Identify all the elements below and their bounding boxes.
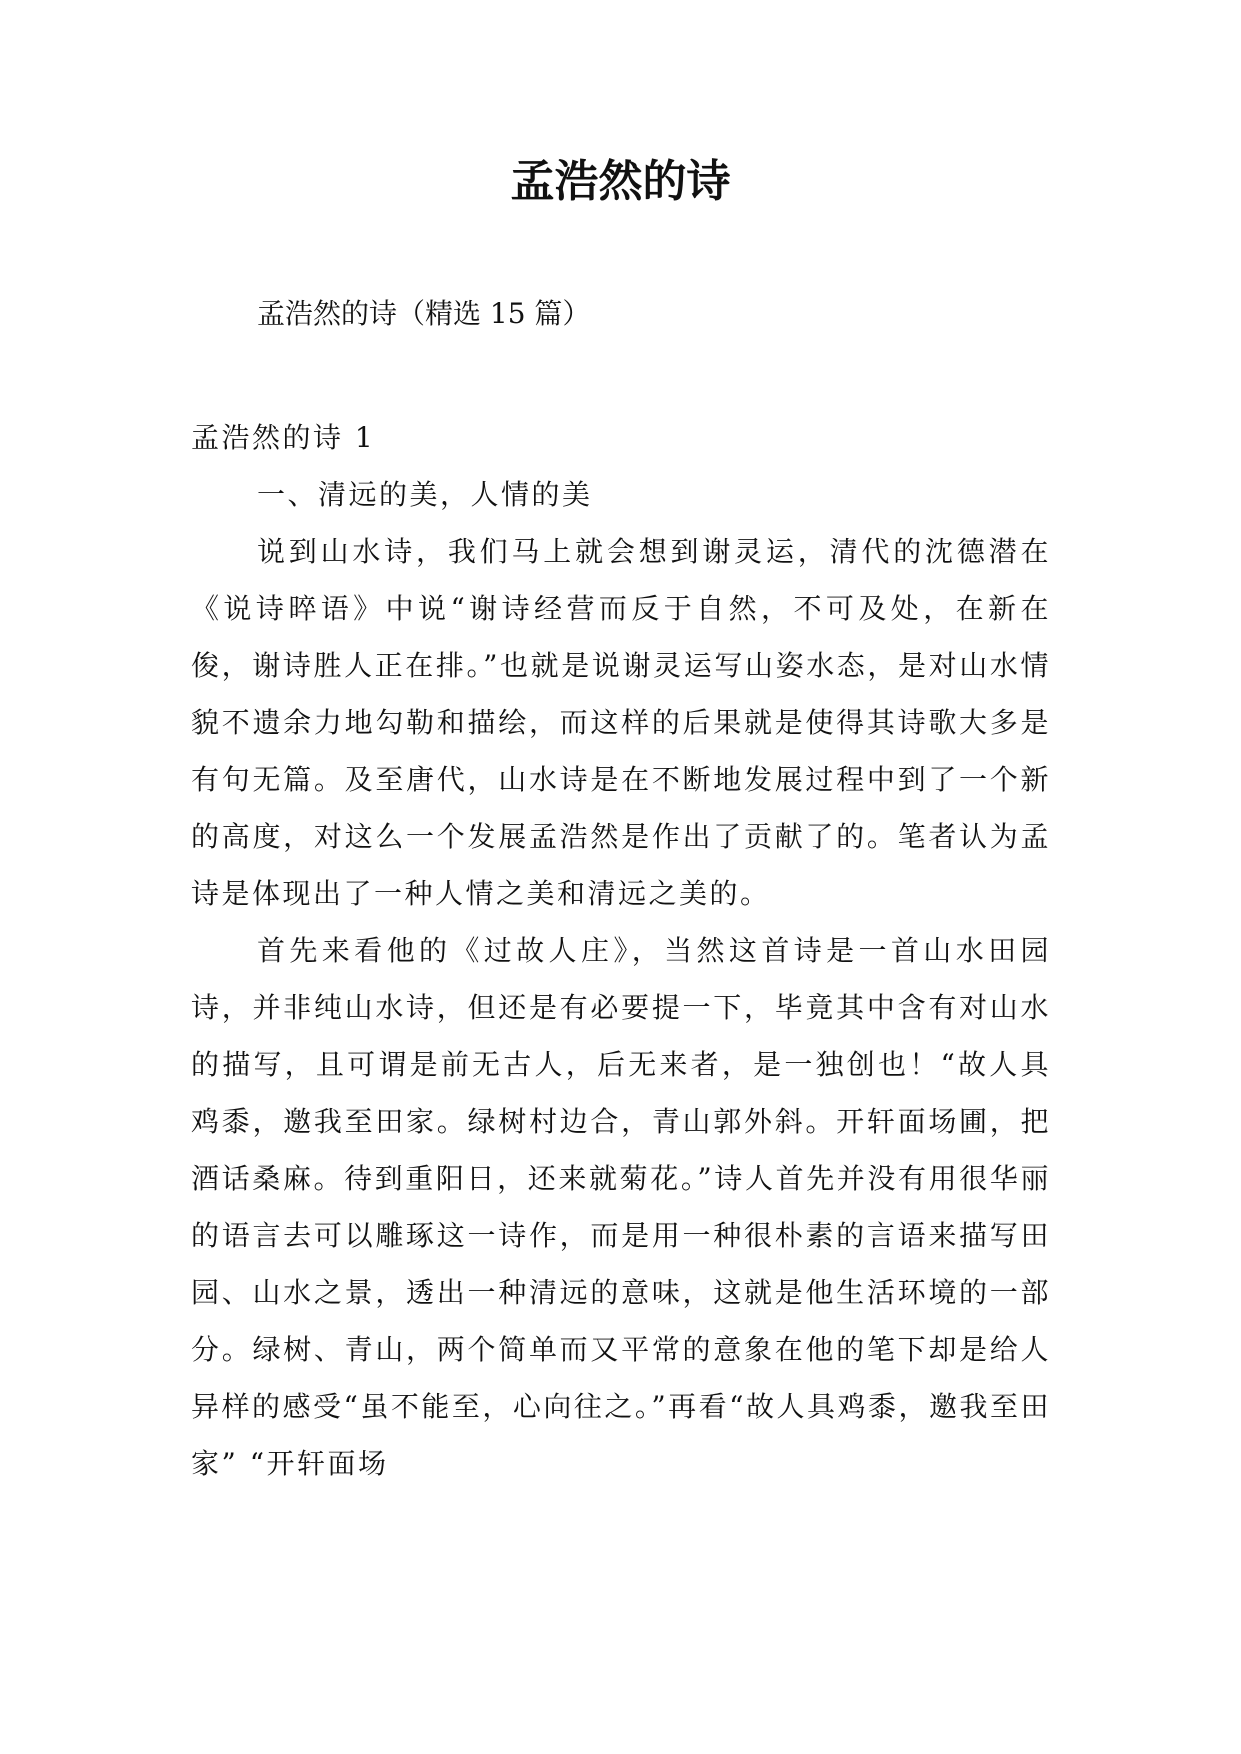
- body-paragraph: 首先来看他的《过故人庄》，当然这首诗是一首山水田园诗，并非纯山水诗，但还是有必要提一下，毕竟其中含有对山水的描写，且可谓是前无古人，后无来者，是一独创也！“故人具鸡黍，邀我至田家。绿树村边合，青山郭外斜。开轩面场圃，把酒话桑麻。待到重阳日，还来就菊花。”诗人首先并没有用很华丽的语言去可以雕琢这一诗作，而是用一种很朴素的言语来描写田园、山水之景，透出一种清远的意味，这就是他生活环境的一部分。绿树、青山，两个简单而又平常的意象在他的笔下却是给人异样的感受“虽不能至，心向往之。”再看“故人具鸡黍，邀我至田家” “开轩面场: [191, 934, 1051, 1480]
- subsection-heading: 一、清远的美，人情的美: [257, 478, 593, 511]
- document-subtitle: 孟浩然的诗（精选 15 篇）: [257, 297, 591, 330]
- document-body: [191, 409, 1051, 1492]
- body-paragraph: 说到山水诗，我们马上就会想到谢灵运，清代的沈德潜在《说诗晬语》中说“谢诗经营而反于自然，不可及处，在新在俊，谢诗胜人正在排。”也就是说谢灵运写山姿水态，是对山水情貌不遗余力地勾勒和描绘，而这样的后果就是使得其诗歌大多是有句无篇。及至唐代，山水诗是在不断地发展过程中到了一个新的高度，对这么一个发展孟浩然是作出了贡献了的。笔者认为孟诗是体现出了一种人情之美和清远之美的。: [191, 535, 1051, 910]
- section-heading: 孟浩然的诗 1: [191, 421, 376, 454]
- document-title: 孟浩然的诗: [510, 156, 731, 207]
